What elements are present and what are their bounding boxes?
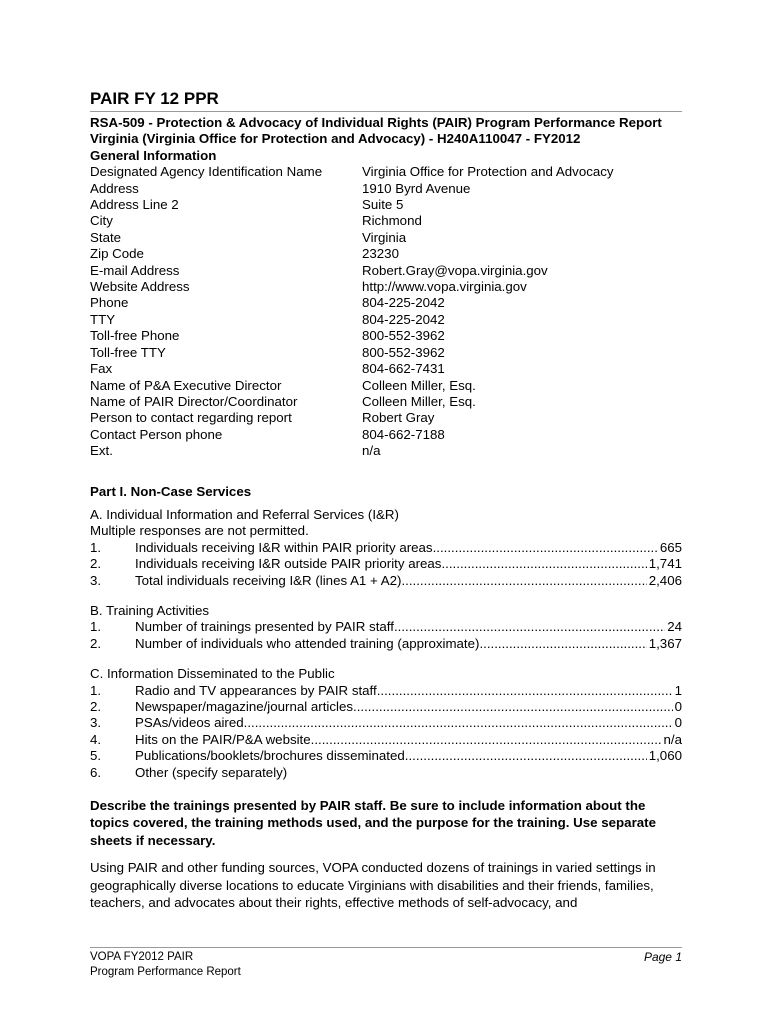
item-number: 5. <box>90 748 102 764</box>
dot-leader <box>244 715 673 731</box>
item-number: 4. <box>90 731 102 747</box>
info-label: Name of PAIR Director/Coordinator <box>90 393 298 409</box>
item-label: Publications/booklets/brochures disseminated <box>135 748 405 764</box>
report-title: RSA-509 - Protection & Advocacy of Individual Rights (PAIR) Program Performance Report <box>90 115 662 130</box>
item-label: Hits on the PAIR/P&A website <box>135 731 311 747</box>
item-value: 24 <box>667 619 682 635</box>
info-label: Toll-free TTY <box>90 344 166 360</box>
item-number: 3. <box>90 715 102 731</box>
info-value: Colleen Miller, Esq. <box>362 377 476 393</box>
info-value: n/a <box>362 443 381 459</box>
item-number: 2. <box>90 635 102 651</box>
dot-leader <box>441 556 646 572</box>
info-value: Colleen Miller, Esq. <box>362 393 476 409</box>
list-item <box>90 556 682 572</box>
list-item <box>90 573 682 589</box>
info-label: Website Address <box>90 279 190 295</box>
info-label: TTY <box>90 311 116 327</box>
dot-leader <box>394 619 665 635</box>
section-a-list <box>90 540 682 589</box>
info-value: 804-662-7431 <box>362 361 445 377</box>
info-label: Phone <box>90 295 129 311</box>
info-label: State <box>90 229 122 245</box>
footer-line-2: Program Performance Report <box>90 966 241 978</box>
general-info-heading: General Information <box>90 147 217 163</box>
info-value: Robert.Gray@vopa.virginia.gov <box>362 262 548 278</box>
item-label: Individuals receiving I&R within PAIR priority areas <box>135 539 433 555</box>
document-page <box>90 88 682 911</box>
info-value: http://www.vopa.virginia.gov <box>362 279 527 295</box>
item-label: Individuals receiving I&R outside PAIR priority areas <box>135 556 442 572</box>
document-title: PAIR FY 12 PPR <box>90 88 682 112</box>
info-value: Virginia <box>362 229 407 245</box>
general-info-table <box>90 164 682 459</box>
item-value: 665 <box>659 539 682 555</box>
item-label: Radio and TV appearances by PAIR staff <box>135 682 377 698</box>
item-value: 1,367 <box>648 635 682 651</box>
item-number: 2. <box>90 699 102 714</box>
dot-leader <box>433 540 658 556</box>
list-item <box>90 732 682 748</box>
info-value: 800-552-3962 <box>362 328 445 344</box>
section-a-note: Multiple responses are not permitted. <box>90 523 309 539</box>
item-number: 1. <box>90 619 102 635</box>
info-label: Zip Code <box>90 246 144 262</box>
section-b-title: B. Training Activities <box>90 602 209 618</box>
item-value: 2,406 <box>648 572 682 588</box>
section-b <box>90 603 682 652</box>
item-number: 6. <box>90 764 102 780</box>
training-prompt: Describe the trainings presented by PAIR staff. Be sure to include information about the topics covered, the training methods used, and the purpose for the training. Use separate sheets if necessary. <box>90 798 656 848</box>
section-c-title: C. Information Disseminated to the Public <box>90 666 335 682</box>
list-item <box>90 748 682 764</box>
list-item <box>90 540 682 556</box>
item-number: 1. <box>90 539 102 555</box>
list-item <box>90 636 682 652</box>
info-value: Suite 5 <box>362 197 404 213</box>
page-number: Page 1 <box>643 950 682 964</box>
info-label: Address Line 2 <box>90 197 179 213</box>
item-label: PSAs/videos aired <box>135 715 244 731</box>
info-value: 23230 <box>362 246 399 262</box>
info-value: 800-552-3962 <box>362 344 445 360</box>
info-label: City <box>90 213 113 229</box>
dot-leader <box>479 636 646 652</box>
item-value: 1,060 <box>648 748 682 764</box>
section-a-title: A. Individual Information and Referral Services (I&R) <box>90 506 399 522</box>
report-subtitle: Virginia (Virginia Office for Protection and Advocacy) - H240A110047 - FY2012 <box>90 131 581 147</box>
item-label: Total individuals receiving I&R (lines A1 + A2) <box>135 572 402 588</box>
item-label: Newspaper/magazine/journal articles <box>135 699 354 714</box>
page-footer <box>90 947 682 980</box>
info-label: Address <box>90 180 139 196</box>
item-value: 1,741 <box>648 556 682 572</box>
footer-line-1: VOPA FY2012 PAIR <box>90 951 194 963</box>
dot-leader <box>401 573 646 589</box>
item-number: 2. <box>90 556 102 572</box>
info-label: Person to contact regarding report <box>90 410 292 426</box>
info-label: Ext. <box>90 443 113 459</box>
info-label: Contact Person phone <box>90 426 223 442</box>
item-value: 1 <box>674 682 682 698</box>
item-label: Other (specify separately) <box>135 764 288 780</box>
info-value: 804-225-2042 <box>362 295 445 311</box>
info-label: E-mail Address <box>90 262 180 278</box>
part1-heading: Part I. Non-Case Services <box>90 483 252 499</box>
dot-leader <box>353 699 673 715</box>
item-value: 0 <box>674 699 682 714</box>
section-c-list <box>90 683 682 781</box>
dot-leader <box>377 683 673 699</box>
item-label: Number of individuals who attended training (approximate) <box>135 635 480 651</box>
dot-leader <box>311 732 662 748</box>
info-value: Virginia Office for Protection and Advocacy <box>362 164 614 180</box>
info-value: Richmond <box>362 213 422 229</box>
list-item <box>90 619 682 635</box>
info-value: 804-225-2042 <box>362 311 445 327</box>
item-label: Number of trainings presented by PAIR staff <box>135 619 394 635</box>
item-value: n/a <box>663 731 682 747</box>
item-value: 0 <box>674 715 682 731</box>
list-item <box>90 683 682 699</box>
info-value: 1910 Byrd Avenue <box>362 180 471 196</box>
item-number: 1. <box>90 682 102 698</box>
info-label: Designated Agency Identification Name <box>90 164 323 180</box>
section-c <box>90 666 682 781</box>
list-item <box>90 765 682 781</box>
info-label: Fax <box>90 361 113 377</box>
info-value: 804-662-7188 <box>362 426 445 442</box>
dot-leader <box>405 748 647 764</box>
training-description: Using PAIR and other funding sources, VOPA conducted dozens of trainings in varied settings in geographically diverse locations to educate Virginians with disabilities and their friends, families, teachers, and advocates about their rights, effective methods of self-advocacy, and <box>90 860 656 911</box>
list-item <box>90 715 682 731</box>
item-number: 3. <box>90 572 102 588</box>
section-a <box>90 507 682 589</box>
info-value: Robert Gray <box>362 410 435 426</box>
info-label: Name of P&A Executive Director <box>90 377 282 393</box>
list-item <box>90 699 682 715</box>
section-b-list <box>90 619 682 652</box>
info-label: Toll-free Phone <box>90 328 180 344</box>
